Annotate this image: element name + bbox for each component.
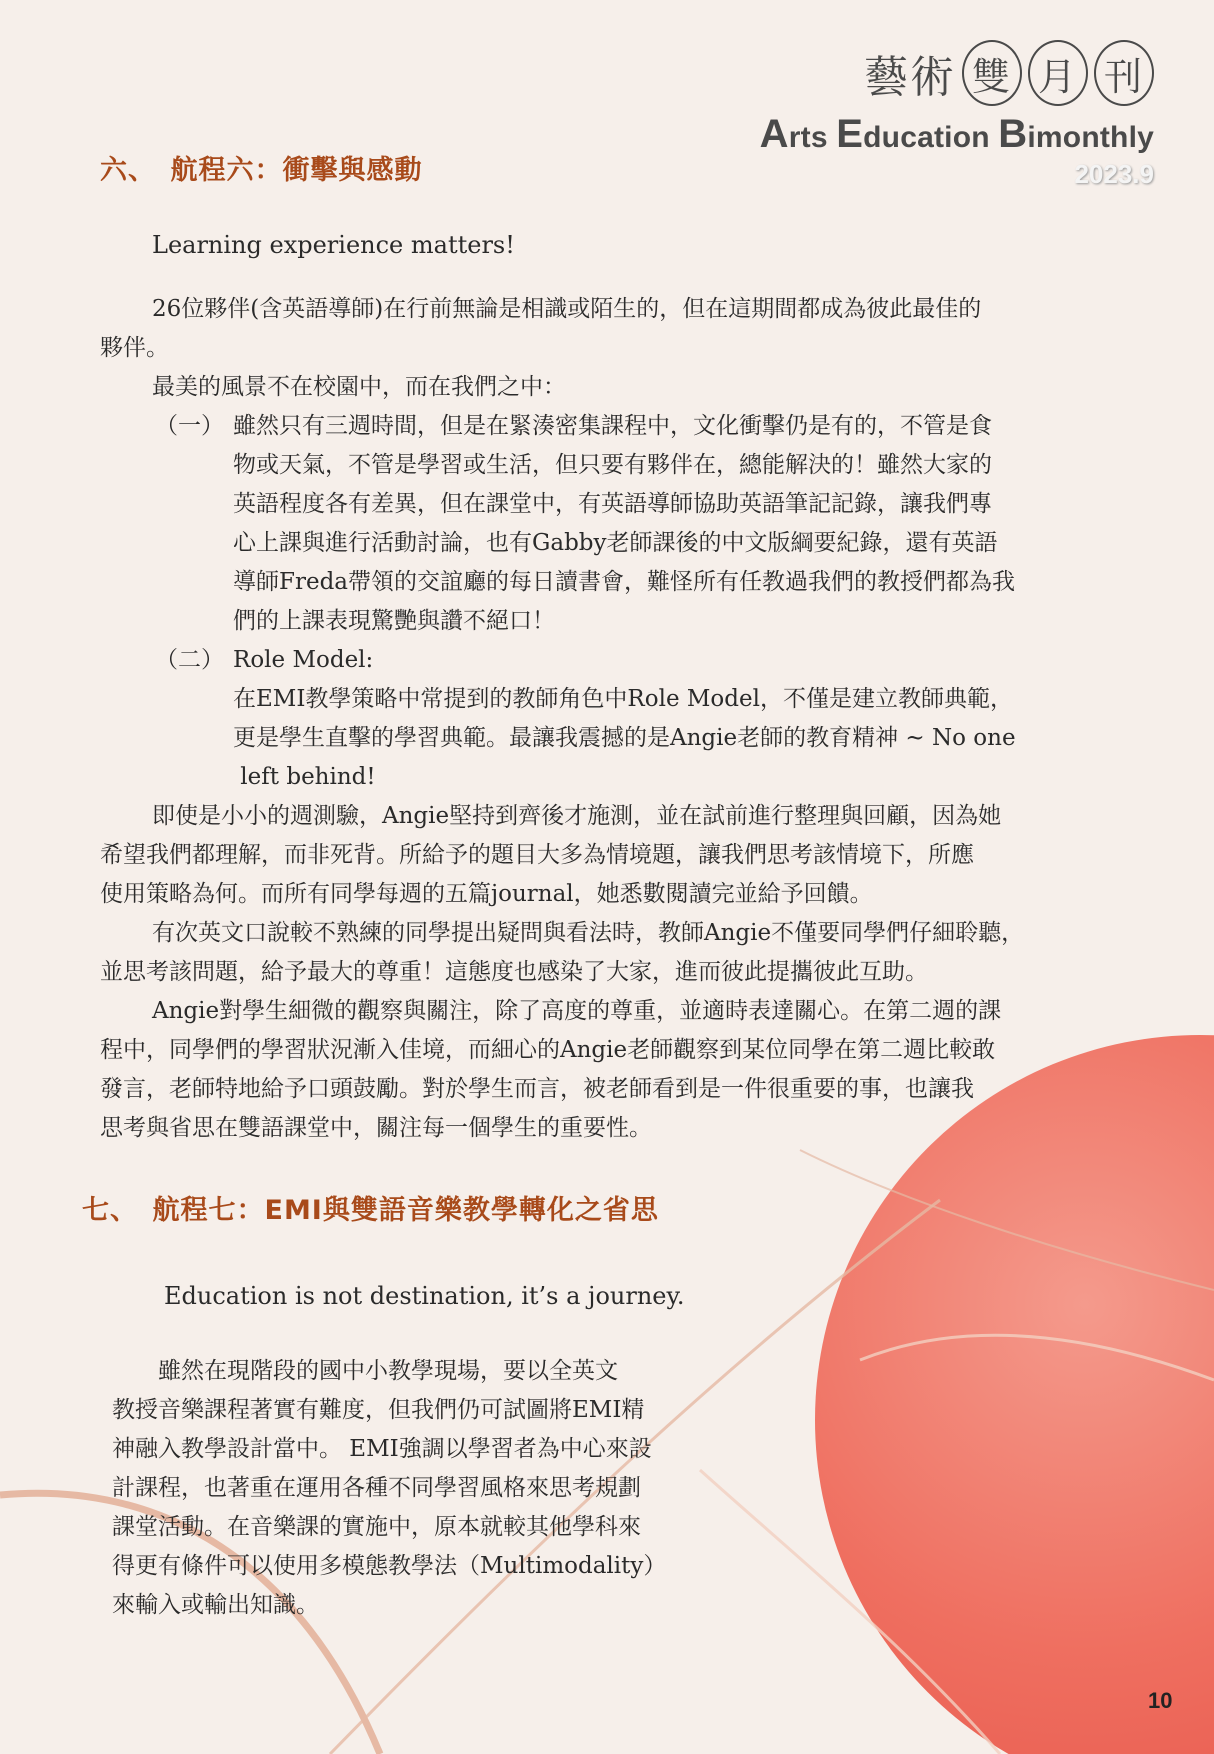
list-item-line: left behind! — [233, 764, 376, 790]
paragraph-line: 課堂活動。在音樂課的實施中，原本就較其他學科來 — [112, 1514, 641, 1540]
paragraph-line: 夥伴。 — [100, 335, 169, 361]
masthead-cn-title — [760, 40, 1154, 106]
decorative-red-circle — [815, 1035, 1214, 1754]
masthead-en-word: rts — [788, 121, 837, 154]
section-6-motto: Learning experience matters! — [152, 231, 515, 259]
paragraph-line: 有次英文口說較不熟練的同學提出疑問與看法時，教師Angie不僅要同學們仔細聆聽， — [152, 920, 1025, 946]
masthead-en-word: ducation — [863, 121, 999, 154]
paragraph-line: 來輸入或輸出知識。 — [112, 1592, 319, 1618]
masthead-circled-char: 刊 — [1094, 40, 1154, 106]
paragraph-line: 使用策略為何。而所有同學每週的五篇journal，她悉數閱讀完並給予回饋。 — [100, 881, 873, 907]
page-number: 10 — [1148, 1688, 1173, 1713]
list-marker: （一） — [155, 413, 224, 439]
paragraph-line: 希望我們都理解，而非死背。所給予的題目大多為情境題，讓我們思考該情境下，所應 — [100, 842, 974, 868]
masthead-en-initial: E — [836, 112, 864, 156]
issue-date: 2023.9 — [1074, 159, 1154, 189]
paragraph-line: 思考與省思在雙語課堂中，關注每一個學生的重要性。 — [100, 1115, 652, 1141]
list-item-line: 雖然只有三週時間，但是在緊湊密集課程中，文化衝擊仍是有的，不管是食 — [233, 413, 992, 439]
masthead — [760, 40, 1154, 190]
list-item-title: Role Model: — [233, 647, 374, 673]
paragraph-line: 計課程，也著重在運用各種不同學習風格來思考規劃 — [112, 1475, 641, 1501]
list-item-line: 在EMI教學策略中常提到的教師角色中Role Model，不僅是建立教師典範， — [233, 686, 1013, 712]
list-item-line: 物或天氣，不管是學習或生活，但只要有夥伴在，總能解決的！雖然大家的 — [233, 452, 992, 478]
paragraph-line: 得更有條件可以使用多模態教學法（Multimodality） — [112, 1553, 667, 1579]
paragraph-line: Angie對學生細微的觀察與關注，除了高度的尊重，並適時表達關心。在第二週的課 — [152, 998, 1002, 1024]
list-item-line: 更是學生直擊的學習典範。最讓我震撼的是Angie老師的教育精神 ~ No one — [233, 725, 1016, 751]
list-marker: （二） — [155, 647, 224, 673]
paragraph-line: 神融入教學設計當中。 EMI強調以學習者為中心來設 — [112, 1436, 652, 1462]
section-7-heading: 七、 航程七：EMI與雙語音樂教學轉化之省思 — [82, 1195, 659, 1226]
paragraph-line: 26位夥伴(含英語導師)在行前無論是相識或陌生的，但在這期間都成為彼此最佳的 — [152, 296, 982, 322]
paragraph-line: 即使是小小的週測驗，Angie堅持到齊後才施測，並在試前進行整理與回顧，因為她 — [152, 803, 1002, 829]
section-6-heading: 六、 航程六：衝擊與感動 — [100, 155, 423, 186]
masthead-circled-char: 月 — [1028, 40, 1088, 106]
masthead-en-word: imonthly — [1027, 121, 1154, 154]
list-item-line: 英語程度各有差異，但在課堂中，有英語導師協助英語筆記記錄，讓我們專 — [233, 491, 992, 517]
masthead-en-title — [760, 112, 1154, 157]
section-7-motto: Education is not destination, it’s a journey. — [164, 1282, 685, 1310]
list-item-line: 導師Freda帶領的交誼廳的每日讀書會，難怪所有任教過我們的教授們都為我 — [233, 569, 1015, 595]
masthead-en-initial: B — [998, 112, 1028, 156]
masthead-en-initial: A — [759, 112, 789, 156]
list-item-line: 們的上課表現驚艷與讚不絕口！ — [233, 608, 555, 634]
paragraph-line: 雖然在現階段的國中小教學現場，要以全英文 — [112, 1358, 618, 1384]
paragraph-intro: 最美的風景不在校園中，而在我們之中： — [152, 374, 566, 400]
paragraph-line: 程中，同學們的學習狀況漸入佳境，而細心的Angie老師觀察到某位同學在第二週比較敢 — [100, 1037, 996, 1063]
paragraph-line: 發言，老師特地給予口頭鼓勵。對於學生而言，被老師看到是一件很重要的事，也讓我 — [100, 1076, 974, 1102]
masthead-cn-text: 藝術 — [864, 52, 956, 103]
list-item-line: 心上課與進行活動討論，也有Gabby老師課後的中文版綱要紀錄，還有英語 — [233, 530, 998, 556]
paragraph-line: 並思考該問題，給予最大的尊重！這態度也感染了大家，進而彼此提攜彼此互助。 — [100, 959, 928, 985]
masthead-circled-char: 雙 — [962, 40, 1022, 106]
paragraph-line: 教授音樂課程著實有難度，但我們仍可試圖將EMI精 — [112, 1397, 645, 1423]
